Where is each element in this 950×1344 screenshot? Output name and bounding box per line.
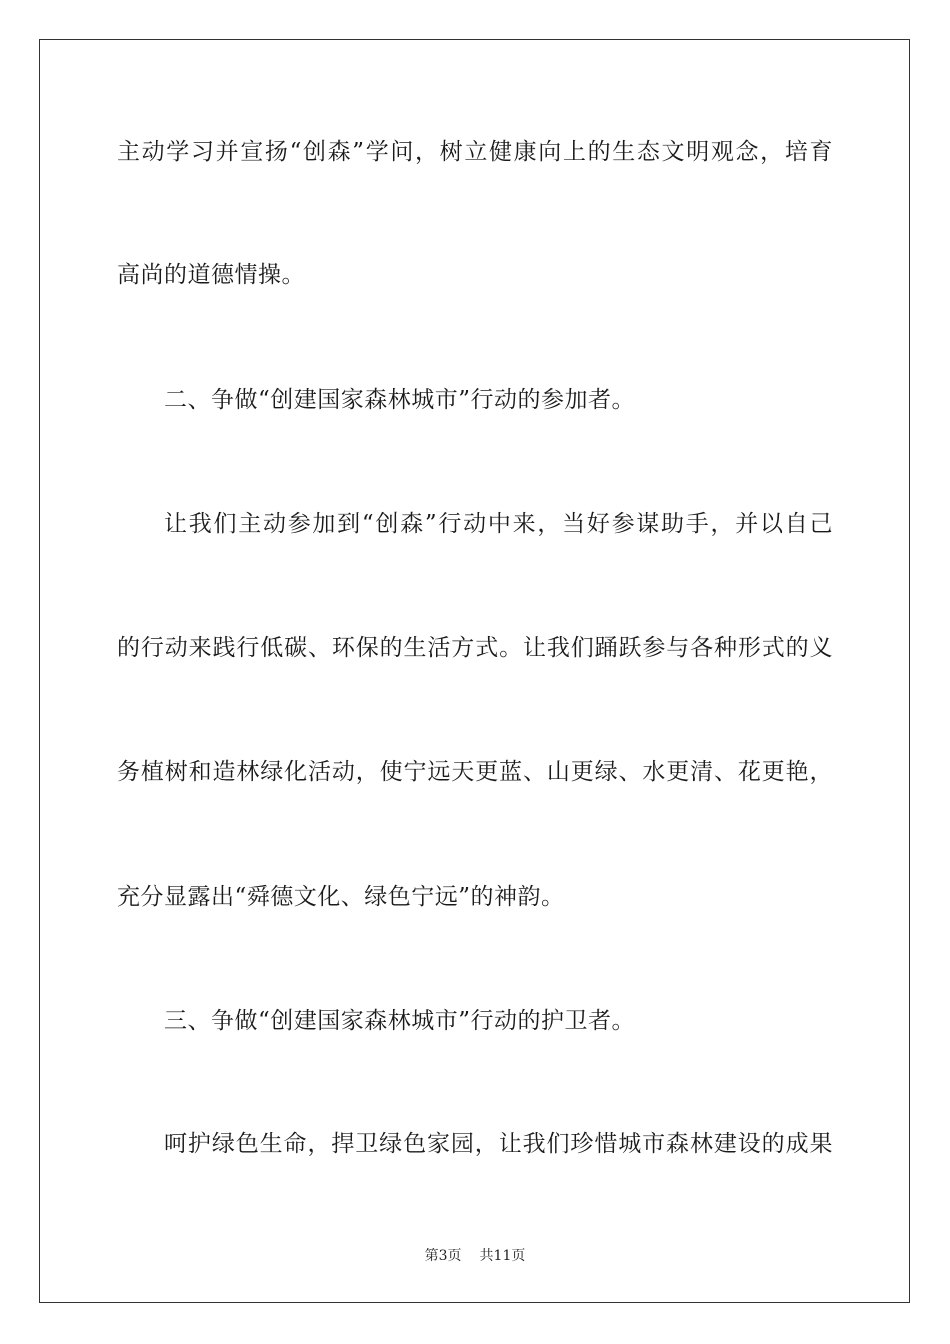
body-text-line: 高尚的道德情操。 bbox=[117, 262, 305, 288]
section-heading: 三、争做“创建国家森林城市”行动的护卫者。 bbox=[164, 1008, 636, 1034]
page-footer bbox=[0, 1246, 950, 1266]
total-pages: 共11页 bbox=[479, 1248, 526, 1264]
page-number: 第3页 bbox=[424, 1248, 462, 1264]
body-text-line: 的行动来践行低碳、环保的生活方式。让我们踊跃参与各种形式的义 bbox=[117, 635, 833, 661]
body-text-line: 务植树和造林绿化活动，使宁远天更蓝、山更绿、水更清、花更艳， bbox=[117, 759, 833, 785]
body-text-line: 呵护绿色生命，捍卫绿色家园，让我们珍惜城市森林建设的成果 bbox=[164, 1131, 833, 1157]
body-text-line: 主动学习并宣扬“创森”学问，树立健康向上的生态文明观念，培育 bbox=[117, 139, 833, 165]
section-heading: 二、争做“创建国家森林城市”行动的参加者。 bbox=[164, 387, 636, 413]
body-text-line: 让我们主动参加到“创森”行动中来，当好参谋助手，并以自己 bbox=[164, 511, 833, 537]
page-border bbox=[39, 39, 910, 1303]
body-text-line: 充分显露出“舜德文化、绿色宁远”的神韵。 bbox=[117, 884, 565, 910]
